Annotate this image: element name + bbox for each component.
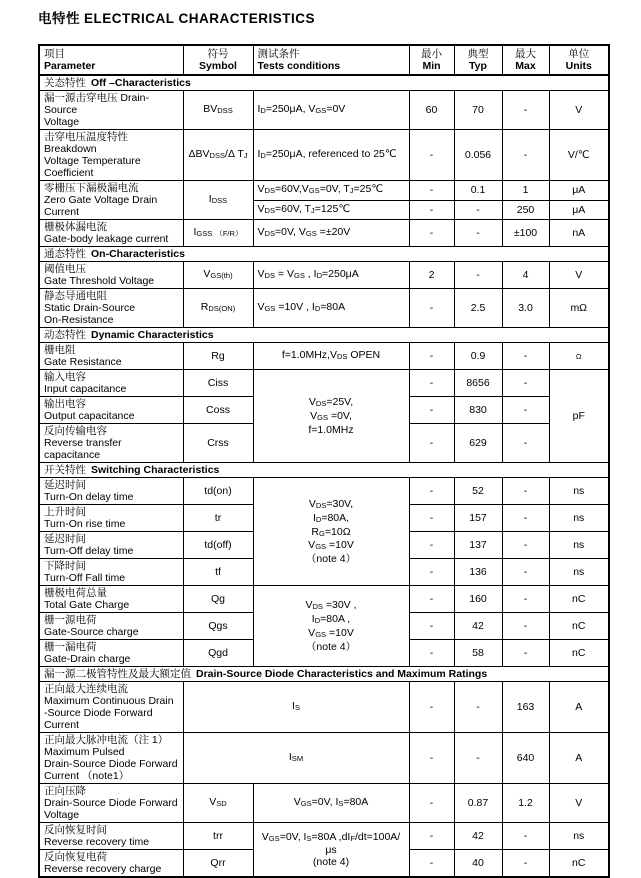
table-row (39, 130, 609, 181)
symbol-cell: td(on) (183, 478, 253, 505)
max-cell: 1.2 (502, 784, 549, 823)
symbol-cell: Qgd (183, 640, 253, 667)
min-cell: - (409, 370, 454, 397)
symbol-cell: ΔBVDSS/Δ TJ (183, 130, 253, 181)
max-cell: - (502, 640, 549, 667)
conditions-cell: ID=250μA, VGS=0V (253, 91, 409, 130)
units-cell: V (549, 91, 609, 130)
max-cell: - (502, 478, 549, 505)
symbol-cell: Ciss (183, 370, 253, 397)
units-cell: nC (549, 850, 609, 878)
max-cell: 1 (502, 181, 549, 201)
min-cell: - (409, 181, 454, 201)
parameter-cell: 击穿电压温度特性 Breakdown Voltage Temperature Coefficient (39, 130, 183, 181)
min-cell: 60 (409, 91, 454, 130)
parameter-cell: 延迟时间 Turn-Off delay time (39, 532, 183, 559)
typ-cell: - (454, 262, 502, 289)
max-cell: - (502, 397, 549, 424)
units-cell: A (549, 733, 609, 784)
conditions-cell: VDS=60V, TJ=125℃ (253, 200, 409, 220)
table-row (39, 586, 609, 613)
max-cell: - (502, 586, 549, 613)
column-header-parameter: 项目 Parameter (39, 45, 183, 75)
units-cell: ns (549, 559, 609, 586)
table-row (39, 289, 609, 328)
typ-cell: - (454, 733, 502, 784)
min-cell: 2 (409, 262, 454, 289)
table-row (39, 823, 609, 850)
column-header-min: 最小 Min (409, 45, 454, 75)
min-cell: - (409, 220, 454, 247)
conditions-cell: VDS=60V,VGS=0V, TJ=25℃ (253, 181, 409, 201)
column-header-max: 最大 Max (502, 45, 549, 75)
section-header-row (39, 247, 609, 262)
section-header-row (39, 328, 609, 343)
min-cell: - (409, 200, 454, 220)
section-header-row (39, 463, 609, 478)
typ-cell: 70 (454, 91, 502, 130)
parameter-cell: 栅极体漏电流 Gate-body leakage current (39, 220, 183, 247)
table-row (39, 220, 609, 247)
min-cell: - (409, 733, 454, 784)
section-header-row (39, 667, 609, 682)
parameter-cell: 栅一源电荷 Gate-Source charge (39, 613, 183, 640)
symbol-cell: Qgs (183, 613, 253, 640)
symbol-cell: RDS(ON) (183, 289, 253, 328)
symbol-cell: IGSS （F/R） (183, 220, 253, 247)
min-cell: - (409, 850, 454, 878)
table-row (39, 181, 609, 201)
typ-cell: 0.87 (454, 784, 502, 823)
max-cell: - (502, 343, 549, 370)
min-cell: - (409, 397, 454, 424)
parameter-cell: 反向恢复时间 Reverse recovery time (39, 823, 183, 850)
units-cell: A (549, 682, 609, 733)
typ-cell: 58 (454, 640, 502, 667)
units-cell: mΩ (549, 289, 609, 328)
max-cell: 250 (502, 200, 549, 220)
conditions-cell: VDS=30V, ID=80A, RG=10Ω VGS =10V （note 4） (253, 478, 409, 586)
conditions-cell: ID=250μA, referenced to 25℃ (253, 130, 409, 181)
typ-cell: 830 (454, 397, 502, 424)
units-cell: μA (549, 200, 609, 220)
symbol-cell: VSD (183, 784, 253, 823)
units-cell: nC (549, 586, 609, 613)
max-cell: - (502, 532, 549, 559)
typ-cell: 160 (454, 586, 502, 613)
min-cell: - (409, 682, 454, 733)
min-cell: - (409, 823, 454, 850)
table-row (39, 262, 609, 289)
column-header-units: 单位 Units (549, 45, 609, 75)
units-cell: V (549, 262, 609, 289)
parameter-cell: 输入电容 Input capacitance (39, 370, 183, 397)
parameter-cell: 输出电容 Output capacitance (39, 397, 183, 424)
electrical-characteristics-table (38, 44, 610, 878)
parameter-cell: 栅电阻 Gate Resistance (39, 343, 183, 370)
typ-cell: 42 (454, 823, 502, 850)
units-cell: Ω (549, 343, 609, 370)
symbol-cell: td(off) (183, 532, 253, 559)
symbol-cell: VGS(th) (183, 262, 253, 289)
typ-cell: 0.9 (454, 343, 502, 370)
min-cell: - (409, 424, 454, 463)
section-header-1: 通态特性 On-Characteristics (39, 247, 609, 262)
units-cell: μA (549, 181, 609, 201)
parameter-cell: 正向最大脉冲电流（注 1） Maximum Pulsed Drain-Source Diode Forward Current （note1） (39, 733, 183, 784)
table-row (39, 478, 609, 505)
min-cell: - (409, 532, 454, 559)
page-title-zh: 电特性 (38, 11, 80, 26)
parameter-cell: 下降时间 Turn-Off Fall time (39, 559, 183, 586)
max-cell: ±100 (502, 220, 549, 247)
min-cell: - (409, 586, 454, 613)
max-cell: 4 (502, 262, 549, 289)
section-header-3: 开关特性 Switching Characteristics (39, 463, 609, 478)
table-row (39, 343, 609, 370)
symbol-cell: ISM (183, 733, 409, 784)
symbol-cell: trr (183, 823, 253, 850)
max-cell: - (502, 559, 549, 586)
parameter-cell: 正向最大连续电流 Maximum Continuous Drain -Source Diode Forward Current (39, 682, 183, 733)
max-cell: 163 (502, 682, 549, 733)
min-cell: - (409, 289, 454, 328)
typ-cell: 157 (454, 505, 502, 532)
typ-cell: 0.1 (454, 181, 502, 201)
parameter-cell: 反向传输电容 Reverse transfer capacitance (39, 424, 183, 463)
table-row (39, 682, 609, 733)
units-cell: ns (549, 532, 609, 559)
conditions-cell: VDS =30V , ID=80A , VGS =10V （note 4） (253, 586, 409, 667)
section-header-2: 动态特性 Dynamic Characteristics (39, 328, 609, 343)
units-cell: pF (549, 370, 609, 463)
conditions-cell: f=1.0MHz,VDS OPEN (253, 343, 409, 370)
min-cell: - (409, 784, 454, 823)
symbol-cell: Crss (183, 424, 253, 463)
parameter-cell: 零栅压下漏极漏电流 Zero Gate Voltage Drain Current (39, 181, 183, 220)
parameter-cell: 上升时间 Turn-On rise time (39, 505, 183, 532)
symbol-cell: Rg (183, 343, 253, 370)
typ-cell: 52 (454, 478, 502, 505)
typ-cell: 8656 (454, 370, 502, 397)
units-cell: ns (549, 505, 609, 532)
parameter-cell: 漏一源击穿电压 Drain-Source Voltage (39, 91, 183, 130)
units-cell: ns (549, 823, 609, 850)
parameter-cell: 阈值电压 Gate Threshold Voltage (39, 262, 183, 289)
min-cell: - (409, 343, 454, 370)
min-cell: - (409, 559, 454, 586)
min-cell: - (409, 478, 454, 505)
symbol-cell: tr (183, 505, 253, 532)
max-cell: - (502, 91, 549, 130)
max-cell: 640 (502, 733, 549, 784)
typ-cell: 0.056 (454, 130, 502, 181)
min-cell: - (409, 505, 454, 532)
table-row (39, 370, 609, 397)
column-header-tests-conditions: 测试条件 Tests conditions (253, 45, 409, 75)
page-title-en: ELECTRICAL CHARACTERISTICS (84, 11, 316, 26)
min-cell: - (409, 130, 454, 181)
units-cell: nA (549, 220, 609, 247)
conditions-cell: VDS=0V, VGS =±20V (253, 220, 409, 247)
typ-cell: 42 (454, 613, 502, 640)
conditions-cell: VGS=0V, IS=80A ,dIF/dt=100A/μs (note 4) (253, 823, 409, 878)
parameter-cell: 静态导通电阻 Static Drain-Source On-Resistance (39, 289, 183, 328)
parameter-cell: 延迟时间 Turn-On delay time (39, 478, 183, 505)
typ-cell: 2.5 (454, 289, 502, 328)
table-row (39, 91, 609, 130)
symbol-cell: Coss (183, 397, 253, 424)
max-cell: 3.0 (502, 289, 549, 328)
section-header-row (39, 75, 609, 91)
conditions-cell: VGS=0V, IS=80A (253, 784, 409, 823)
min-cell: - (409, 640, 454, 667)
parameter-cell: 正向压降 Drain-Source Diode Forward Voltage (39, 784, 183, 823)
conditions-cell: VDS=25V, VGS =0V, f=1.0MHz (253, 370, 409, 463)
max-cell: - (502, 823, 549, 850)
page-title (38, 7, 641, 27)
max-cell: - (502, 370, 549, 397)
typ-cell: 136 (454, 559, 502, 586)
typ-cell: - (454, 682, 502, 733)
symbol-cell: tf (183, 559, 253, 586)
section-header-4: 漏一源二极管特性及最大额定值 Drain-Source Diode Characteristics and Maximum Ratings (39, 667, 609, 682)
max-cell: - (502, 424, 549, 463)
max-cell: - (502, 130, 549, 181)
symbol-cell: Qg (183, 586, 253, 613)
typ-cell: 137 (454, 532, 502, 559)
column-header-symbol: 符号 Symbol (183, 45, 253, 75)
max-cell: - (502, 850, 549, 878)
units-cell: V/℃ (549, 130, 609, 181)
parameter-cell: 栅极电荷总量 Total Gate Charge (39, 586, 183, 613)
table-row (39, 784, 609, 823)
units-cell: V (549, 784, 609, 823)
conditions-cell: VGS =10V , ID=80A (253, 289, 409, 328)
typ-cell: 40 (454, 850, 502, 878)
parameter-cell: 栅一漏电荷 Gate-Drain charge (39, 640, 183, 667)
units-cell: ns (549, 478, 609, 505)
min-cell: - (409, 613, 454, 640)
typ-cell: - (454, 220, 502, 247)
typ-cell: - (454, 200, 502, 220)
column-header-typ: 典型 Typ (454, 45, 502, 75)
table-row (39, 733, 609, 784)
max-cell: - (502, 613, 549, 640)
symbol-cell: Qrr (183, 850, 253, 878)
parameter-cell: 反向恢复电荷 Reverse recovery charge (39, 850, 183, 878)
units-cell: nC (549, 640, 609, 667)
symbol-cell: IS (183, 682, 409, 733)
units-cell: nC (549, 613, 609, 640)
typ-cell: 629 (454, 424, 502, 463)
conditions-cell: VDS = VGS , ID=250μA (253, 262, 409, 289)
symbol-cell: IDSS (183, 181, 253, 220)
section-header-0: 关态特性 Off –Characteristics (39, 75, 609, 91)
max-cell: - (502, 505, 549, 532)
header-row (39, 45, 609, 75)
symbol-cell: BVDSS (183, 91, 253, 130)
